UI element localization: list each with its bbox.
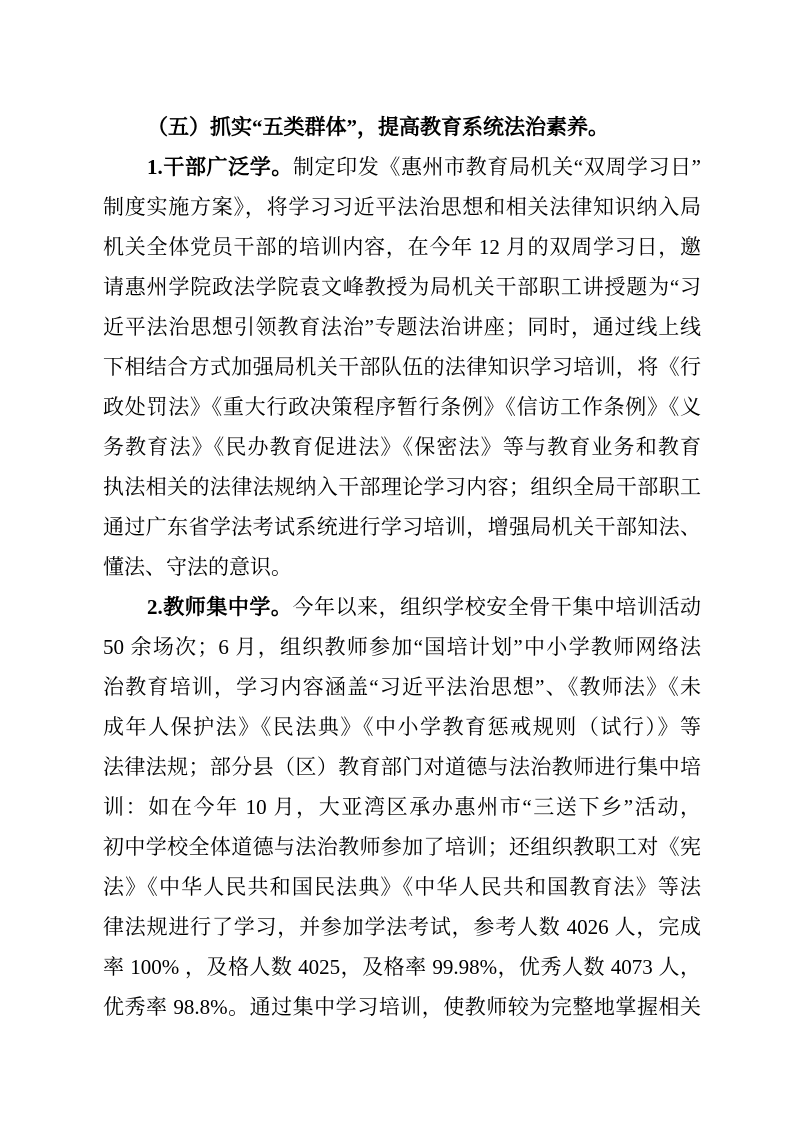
line-text: 懂法、守法的意识。 <box>103 555 292 579</box>
line-text: 政处罚法》《重大行政决策程序暂行条例》《信访工作条例》《义 <box>103 395 701 419</box>
line-text: 法律法规；部分县（区）教育部门对道德与法治教师进行集中培 <box>103 755 701 779</box>
paragraph-number-heading: 1.干部广泛学。 <box>147 155 293 179</box>
para2-line-1 <box>103 587 701 627</box>
line-text: 训：如在今年 10 月，大亚湾区承办惠州市“三送下乡”活动， <box>103 795 701 819</box>
para2-line-8 <box>103 867 701 907</box>
line-text: 率 100% ，及格人数 4025，及格率 99.98%，优秀人数 4073 人， <box>103 955 701 979</box>
line-text: 律法规进行了学习，并参加学法考试，参考人数 4026 人，完成 <box>103 915 701 939</box>
para2-line-5 <box>103 747 701 787</box>
para1-line-7 <box>103 387 701 427</box>
para2-line-7 <box>103 827 701 867</box>
line-text: 近平法治思想引领教育法治”专题法治讲座；同时，通过线上线 <box>103 315 701 339</box>
line-text: 下相结合方式加强局机关干部队伍的法律知识学习培训，将《行 <box>103 355 701 379</box>
line-text: 通过广东省学法考试系统进行学习培训，增强局机关干部知法、 <box>103 515 701 539</box>
para1-line-11 <box>103 547 701 587</box>
line-text: 50 余场次；6 月，组织教师参加“国培计划”中小学教师网络法 <box>103 635 701 659</box>
line-text: 今年以来，组织学校安全骨干集中培训活动 <box>292 595 702 619</box>
line-text: （五）抓实“五类群体”，提高教育系统法治素养。 <box>147 115 609 139</box>
para1-line-5 <box>103 307 701 347</box>
para2-line-4 <box>103 707 701 747</box>
line-text: 优秀率 98.8%。通过集中学习培训，使教师较为完整地掌握相关 <box>103 995 701 1019</box>
para1-line-10 <box>103 507 701 547</box>
para2-line-11 <box>103 987 701 1027</box>
para1-line-1 <box>103 147 701 187</box>
line-text: 初中学校全体道德与法治教师参加了培训；还组织教职工对《宪 <box>103 835 701 859</box>
para2-line-2 <box>103 627 701 667</box>
line-text: 制度实施方案》，将学习习近平法治思想和相关法律知识纳入局 <box>103 195 701 219</box>
para1-line-2 <box>103 187 701 227</box>
para1-line-4 <box>103 267 701 307</box>
section-heading-line <box>103 107 701 147</box>
line-text: 成年人保护法》《民法典》《中小学教育惩戒规则（试行）》等 <box>103 715 701 739</box>
line-text: 执法相关的法律法规纳入干部理论学习内容；组织全局干部职工 <box>103 475 701 499</box>
para2-line-9 <box>103 907 701 947</box>
para1-line-6 <box>103 347 701 387</box>
line-text: 治教育培训，学习内容涵盖“习近平法治思想”、《教师法》《未 <box>103 675 701 699</box>
document-body <box>103 107 701 1027</box>
paragraph-number-heading: 2.教师集中学。 <box>147 595 293 619</box>
line-text: 法》《中华人民共和国民法典》《中华人民共和国教育法》等法 <box>103 875 701 899</box>
line-text: 机关全体党员干部的培训内容，在今年 12 月的双周学习日，邀 <box>103 235 701 259</box>
line-text: 请惠州学院政法学院袁文峰教授为局机关干部职工讲授题为“习 <box>103 275 701 299</box>
para1-line-9 <box>103 467 701 507</box>
para2-line-6 <box>103 787 701 827</box>
para1-line-8 <box>103 427 701 467</box>
line-text: 务教育法》《民办教育促进法》《保密法》等与教育业务和教育 <box>103 435 701 459</box>
line-text: 制定印发《惠州市教育局机关“双周学习日” <box>292 155 701 179</box>
para1-line-3 <box>103 227 701 267</box>
para2-line-10 <box>103 947 701 987</box>
para2-line-3 <box>103 667 701 707</box>
